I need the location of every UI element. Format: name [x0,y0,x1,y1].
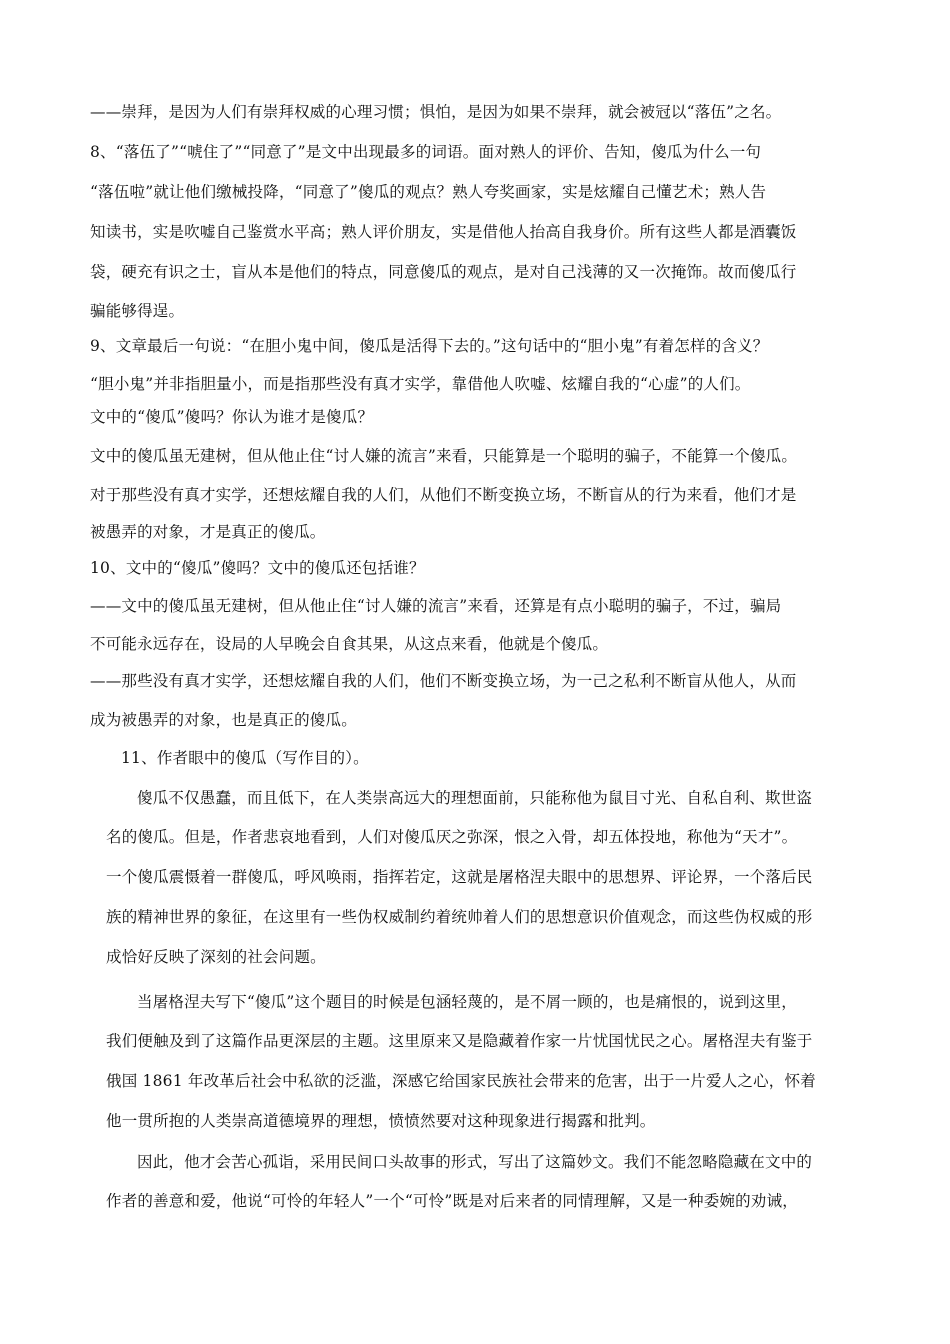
text-line: 名的傻瓜。但是，作者悲哀地看到，人们对傻瓜厌之弥深，恨之入骨，却五体投地，称他为“天才”。 [106,828,798,846]
text-line: 成恰好反映了深刻的社会问题。 [106,948,326,966]
text-line: ——文中的傻瓜虽无建树，但从他止住“讨人嫌的流言”来看，还算是有点小聪明的骗子，不过，骗局 [90,597,782,615]
text-line: ——那些没有真才实学，还想炫耀自我的人们，他们不断变换立场，为一己之私利不断盲从他人，从而 [90,672,797,690]
text-line: 知读书，实是吹嘘自己鉴赏水平高；熟人评价朋友，实是借他人抬高自我身价。所有这些人都是酒囊饭 [90,223,797,241]
text-line: 骗能够得逞。 [90,302,185,320]
text-line: 当屠格涅夫写下“傻瓜”这个题目的时候是包涵轻蔑的，是不屑一顾的，也是痛恨的，说到这里， [137,993,797,1011]
text-line: 不可能永远存在，设局的人早晚会自食其果，从这点来看，他就是个傻瓜。 [90,635,609,653]
text-line: 我们便触及到了这篇作品更深层的主题。这里原来又是隐藏着作家一片忧国忧民之心。屠格涅夫有鉴于 [106,1032,813,1050]
text-line: 被愚弄的对象，才是真正的傻瓜。 [90,523,326,541]
text-line: 傻瓜不仅愚蠢，而且低下，在人类崇高远大的理想面前，只能称他为鼠目寸光、自私自利、欺世盗 [137,789,813,807]
question-9-line: 9、文章最后一句说：“在胆小鬼中间，傻瓜是活得下去的。”这句话中的“胆小鬼”有着怎样的含义？ [90,337,769,355]
text-line: 一个傻瓜震慑着一群傻瓜，呼风唤雨，指挥若定，这就是屠格涅夫眼中的思想界、评论界，一个落后民 [106,868,813,886]
text-line: 俄国 1861 年改革后社会中私欲的泛滥，深感它给国家民族社会带来的危害，出于一片爱人之心，怀着 [106,1072,816,1090]
question-10-line: 10、文中的“傻瓜”傻吗？文中的傻瓜还包括谁？ [90,559,425,577]
text-line: “落伍啦”就让他们缴械投降，“同意了”傻瓜的观点？熟人夸奖画家，实是炫耀自己懂艺术；熟人告 [90,183,767,201]
text-line: “胆小鬼”并非指胆量小，而是指那些没有真才实学，靠借他人吹嘘、炫耀自我的“心虚”的人们。 [90,375,751,393]
text-line: 成为被愚弄的对象，也是真正的傻瓜。 [90,711,357,729]
text-line: 因此，他才会苦心孤诣，采用民间口头故事的形式，写出了这篇妙文。我们不能忽略隐藏在文中的 [137,1153,813,1171]
question-line: 文中的“傻瓜”傻吗？你认为谁才是傻瓜？ [90,408,374,426]
text-line: 文中的傻瓜虽无建树，但从他止住“讨人嫌的流言”来看，只能算是一个聪明的骗子，不能算一个傻瓜。 [90,447,798,465]
text-line: 他一贯所抱的人类崇高道德境界的理想，愤愤然要对这种现象进行揭露和批判。 [106,1112,656,1130]
text-line: ——崇拜，是因为人们有崇拜权威的心理习惯；惧怕，是因为如果不崇拜，就会被冠以“落伍”之名。 [90,103,782,121]
question-8-line: 8、“落伍了”“唬住了”“同意了”是文中出现最多的词语。面对熟人的评价、告知，傻瓜为什么一句 [90,143,762,161]
text-line: 袋，硬充有识之士，盲从本是他们的特点，同意傻瓜的观点，是对自己浅薄的又一次掩饰。故而傻瓜行 [90,263,797,281]
text-line: 族的精神世界的象征，在这里有一些伪权威制约着统帅着人们的思想意识价值观念，而这些伪权威的形 [106,908,813,926]
question-11-line: 11、作者眼中的傻瓜（写作目的）。 [121,749,369,767]
text-line: 作者的善意和爱，他说“可怜的年轻人”一个“可怜”既是对后来者的同情理解，又是一种委婉的劝诫， [106,1192,798,1210]
text-line: 对于那些没有真才实学，还想炫耀自我的人们，从他们不断变换立场，不断盲从的行为来看，他们才是 [90,486,797,504]
